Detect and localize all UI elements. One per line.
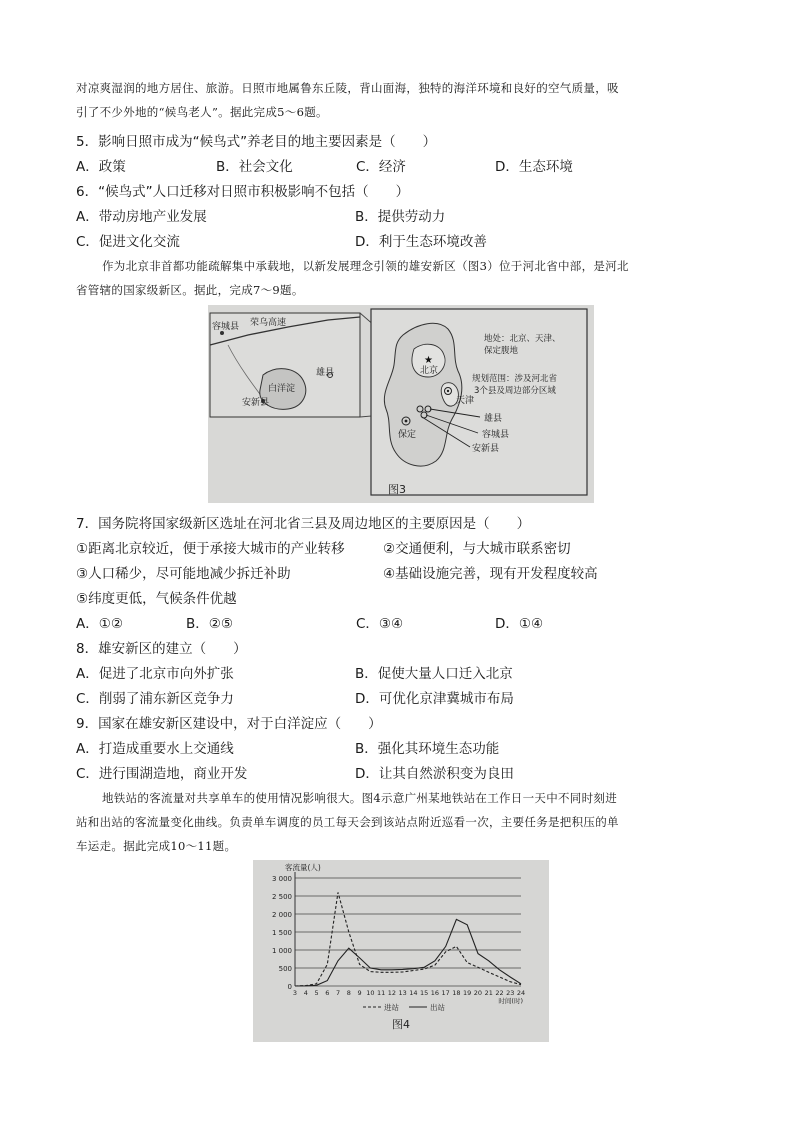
x-tick-label: 6 [325, 989, 330, 997]
map-label-baiyangdian: 白洋淀 [268, 384, 296, 394]
q5-option-b[interactable]: B．社会文化 [216, 159, 293, 175]
x-tick-label: 21 [484, 989, 493, 997]
q7-option-d[interactable]: D．①④ [495, 616, 544, 632]
q7-option-b[interactable]: B．②⑤ [186, 616, 233, 632]
x-tick-label: 3 [292, 989, 298, 997]
question-6-stem: 6．“候鸟式”人口迁移对日照市积极影响不包括（ ） [76, 184, 410, 200]
q7-statement-1: ①距离北京较近，便于承接大城市的产业转移 [76, 541, 345, 557]
map-location-text: 保定腹地 [484, 346, 519, 356]
q9-option-b[interactable]: B．强化其环境生态功能 [355, 741, 500, 757]
map-label-tianjin: 天津 [456, 396, 475, 406]
q9-option-d[interactable]: D．让其自然淤积变为良田 [355, 766, 514, 782]
map-location-text: 地处：北京、天津、 [484, 334, 561, 344]
intro-text-line: 引了不少外地的“候鸟老人”。据此完成5～6题。 [76, 105, 328, 119]
y-axis-label: 客流量(人) [285, 863, 321, 872]
x-axis-label: 时间(时) [498, 997, 523, 1005]
map-label-expressway: 荣乌高速 [250, 318, 287, 328]
q9-option-a[interactable]: A．打造成重要水上交通线 [76, 741, 234, 757]
q6-option-d[interactable]: D．利于生态环境改善 [355, 234, 487, 250]
x-tick-label: 23 [506, 989, 515, 997]
legend-label-entry: 进站 [384, 1003, 399, 1012]
map-label-anxin-right: 安新县 [472, 444, 500, 454]
x-tick-label: 7 [335, 989, 341, 997]
map-label-xiongxian: 雄县 [316, 368, 335, 378]
question-5-stem: 5．影响日照市成为“候鸟式”养老目的地主要因素是（ ） [76, 134, 437, 150]
map-label-anxin: 安新县 [242, 398, 270, 408]
x-tick-label: 17 [441, 989, 450, 997]
y-tick-label: 1 000 [271, 947, 292, 955]
intro-text-line: 对凉爽湿润的地方居住、旅游。日照市地属鲁东丘陵，背山面海，独特的海洋环境和良好的空气质量，吸 [76, 81, 619, 95]
q6-option-a[interactable]: A．带动房地产业发展 [76, 209, 207, 225]
q5-option-c[interactable]: C．经济 [356, 159, 406, 175]
figure-3-map [208, 305, 594, 503]
x-tick-label: 19 [463, 989, 472, 997]
x-tick-label: 24 [516, 989, 526, 997]
x-tick-label: 12 [387, 989, 396, 997]
q7-option-c[interactable]: C．③④ [356, 616, 404, 632]
q6-option-c[interactable]: C．促进文化交流 [76, 234, 180, 250]
q7-option-a[interactable]: A．①② [76, 616, 123, 632]
x-tick-label: 22 [495, 989, 504, 997]
x-tick-label: 14 [409, 989, 418, 997]
map-label-rongcheng: 容城县 [212, 322, 240, 332]
x-tick-label: 5 [314, 989, 319, 997]
x-tick-label: 9 [357, 989, 362, 997]
q5-option-a[interactable]: A．政策 [76, 159, 126, 175]
map-label-xiongxian-right: 雄县 [484, 414, 503, 424]
map-label-beijing: 北京 [420, 366, 439, 376]
figure-4-chart [253, 860, 549, 1042]
q7-statement-3: ③人口稀少，尽可能地减少拆迁补助 [76, 566, 291, 582]
intro-text-line: 站和出站的客流量变化曲线。负责单车调度的员工每天会到该站点附近巡看一次，主要任务是把积压的单 [76, 815, 619, 829]
y-tick-label: 1 500 [271, 929, 292, 937]
intro-text-line: 省管辖的国家级新区。据此，完成7～9题。 [76, 283, 304, 297]
y-tick-label: 3 000 [271, 875, 292, 883]
map-scope-text: 3个县及周边部分区域 [474, 386, 556, 396]
intro-text-line: 车运走。据此完成10～11题。 [76, 839, 237, 853]
y-tick-label: 2 000 [271, 911, 292, 919]
x-tick-label: 20 [473, 989, 483, 997]
x-tick-label: 15 [420, 989, 429, 997]
q8-option-d[interactable]: D．可优化京津冀城市布局 [355, 691, 514, 707]
legend-label-exit: 出站 [430, 1003, 445, 1012]
chart-background [253, 860, 549, 1042]
x-tick-label: 13 [398, 989, 407, 997]
x-tick-label: 8 [346, 989, 351, 997]
figure-4-caption: 图4 [392, 1018, 410, 1031]
y-tick-label: 0 [287, 983, 292, 991]
q7-statement-2: ②交通便利，与大城市联系密切 [383, 541, 571, 557]
svg-text:★: ★ [424, 355, 433, 366]
intro-text-line: 地铁站的客流量对共享单车的使用情况影响很大。图4示意广州某地铁站在工作日一天中不同时刻进 [102, 791, 618, 805]
q8-option-b[interactable]: B．促使大量人口迁入北京 [355, 666, 513, 682]
y-tick-label: 2 500 [271, 893, 292, 901]
x-tick-label: 16 [430, 989, 440, 997]
q7-statement-4: ④基础设施完善，现有开发程度较高 [383, 566, 598, 582]
x-tick-label: 10 [366, 989, 375, 997]
q5-option-d[interactable]: D．生态环境 [495, 159, 573, 175]
intro-text-line: 作为北京非首都功能疏解集中承载地，以新发展理念引领的雄安新区（图3）位于河北省中部，是河北 [102, 259, 629, 273]
y-tick-label: 500 [278, 965, 292, 973]
q9-option-c[interactable]: C．进行围湖造地，商业开发 [76, 766, 248, 782]
q6-option-b[interactable]: B．提供劳动力 [355, 209, 446, 225]
question-7-stem: 7．国务院将国家级新区选址在河北省三县及周边地区的主要原因是（ ） [76, 516, 531, 532]
q8-option-c[interactable]: C．削弱了浦东新区竞争力 [76, 691, 234, 707]
x-tick-label: 11 [376, 989, 386, 997]
question-8-stem: 8．雄安新区的建立（ ） [76, 641, 247, 657]
map-label-baoding: 保定 [398, 430, 417, 440]
q7-statement-5: ⑤纬度更低，气候条件优越 [76, 591, 237, 607]
figure-3-caption: 图3 [388, 483, 406, 496]
question-9-stem: 9．国家在雄安新区建设中，对于白洋淀应（ ） [76, 716, 382, 732]
x-tick-label: 18 [452, 989, 461, 997]
map-label-rongcheng-right: 容城县 [482, 430, 510, 440]
x-tick-label: 4 [303, 989, 308, 997]
q8-option-a[interactable]: A．促进了北京市向外扩张 [76, 666, 234, 682]
map-scope-text: 规划范围：涉及河北省 [472, 374, 558, 384]
